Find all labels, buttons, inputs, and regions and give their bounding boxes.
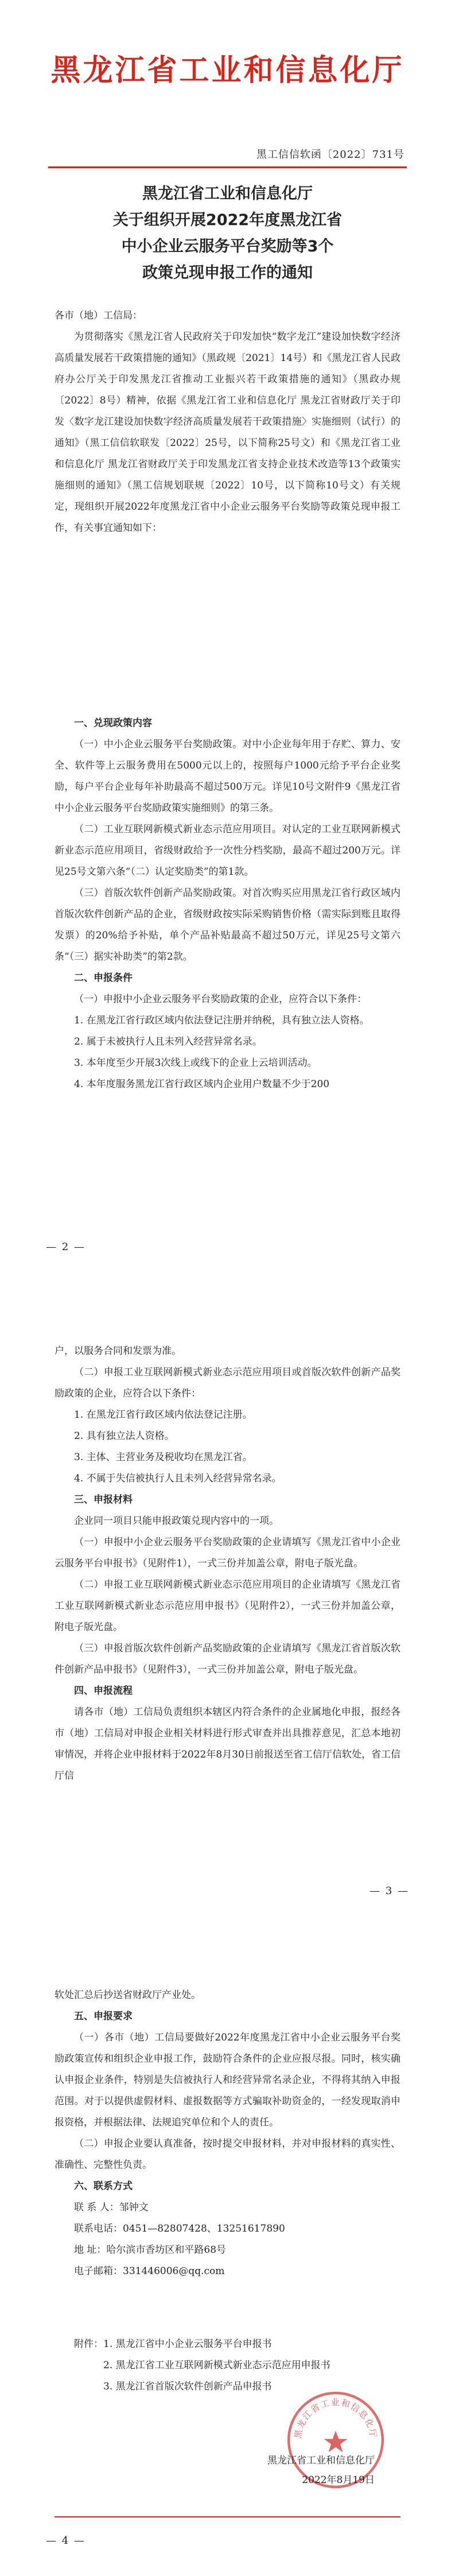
condition-4: 4. 本年度服务黑龙江省行政区域内企业用户数量不少于200 bbox=[74, 1078, 330, 1090]
page-3-body bbox=[55, 1341, 400, 1787]
condition-2: 2. 属于未被执行人且未列入经营异常名录。 bbox=[74, 1036, 262, 1048]
page-number: — 3 — bbox=[370, 1885, 409, 1897]
page-2-body bbox=[55, 713, 400, 1095]
page-1 bbox=[0, 0, 455, 644]
condition-2-2: 2. 具有独立法人资格。 bbox=[74, 1430, 174, 1442]
process-paragraph: 请各市（地）工信局负责组织本辖区内符合条件的企业属地化申报，报经各市（地）工信局对申报企业相关材料进行形式审查并出具推荐意见，汇总本地初审情况，并将企业申报材料于2022年8月30日前报送至省工信厅信软处，省工信厅信 bbox=[55, 1706, 400, 1782]
contact-person: 联 系 人：邹钟文 bbox=[74, 2202, 149, 2213]
policy-item-1: （一）中小企业云服务平台奖励政策。对中小企业每年用于存贮、算力、安全、软件等上云服务费用在5000元以上的，按照每户1000元给予平台企业奖励，每户平台企业每年补助最高不超过500万元。详见10号文附件9《黑龙江省中小企业云服务平台奖励政策实施细则》的第三条。 bbox=[55, 739, 400, 814]
attachments-list bbox=[55, 2334, 400, 2397]
attachment-2: 2. 黑龙江省工业互联网新模式新业态示范应用申报书 bbox=[103, 2360, 330, 2371]
salutation: 各市（地）工信局： bbox=[55, 310, 142, 321]
section-4-heading: 四、申报流程 bbox=[74, 1685, 133, 1697]
document-number: 黑工信信软函〔2022〕731号 bbox=[256, 149, 405, 161]
section-2-heading: 二、申报条件 bbox=[74, 972, 133, 984]
condition-2-4: 4. 不属于失信被执行人且未列入经营异常名录。 bbox=[74, 1473, 282, 1484]
requirement-2: （二）申报企业要认真准备，按时提交申报材料，并对申报材料的真实性、准确性、完整性负责。 bbox=[55, 2138, 400, 2171]
agency-header: 黑龙江省工业和信息化厅 bbox=[50, 53, 405, 88]
policy-item-3: （三）首版次软件创新产品奖励政策。对首次购买应用黑龙江省行政区域内首版次软件创新产品的企业，省级财政按实际采购销售价格（需实际到账且取得发票）的20%给予补贴，单个产品补贴最高不超过50万元，详见25号文第六条“（三）据实补助类”的第2款。 bbox=[55, 887, 400, 963]
condition-1: 1. 在黑龙江省行政区域内依法登记注册并纳税，具有独立法人资格。 bbox=[74, 1015, 370, 1026]
signature-org: 黑龙江省工业和信息化厅 bbox=[267, 2455, 375, 2466]
attachment-3: 3. 黑龙江省首版次软件创新产品申报书 bbox=[103, 2381, 272, 2392]
title-line-4: 政策兑现申报工作的通知 bbox=[142, 264, 313, 282]
requirement-1: （一）各市（地）工信局要做好2022年度黑龙江省中小企业云服务平台奖励政策宣传和组织企业申报工作，鼓励符合条件的企业应报尽报。同时，核实确认申报企业条件，特别是失信被执行人和经营异常名录企业，不得将其纳入申报范围。对于以提供虚假材料、虚报数据等方式骗取补助资金的，一经发现取消申报资格，并根据法律、法规追究单位和个人的责任。 bbox=[55, 2032, 400, 2128]
policy-item-2: （二）工业互联网新模式新业态示范应用项目。对认定的工业互联网新模式新业态示范应用项目，省级财政给予一次性分档奖励，最高不超过200万元。详见25号文第六条“（二）认定奖励类”的第1款。 bbox=[55, 824, 400, 878]
attachment-1: 1. 黑龙江省中小企业云服务平台申报书 bbox=[103, 2338, 272, 2350]
continuation-text: 软处汇总后抄送省财政厅产业处。 bbox=[55, 1989, 201, 2001]
title-line-3: 中小企业云服务平台奖励等3个 bbox=[121, 238, 334, 255]
condition-2-1: 1. 在黑龙江省行政区域内依法登记注册。 bbox=[74, 1409, 252, 1421]
page-3 bbox=[0, 1288, 455, 1932]
condition-2-intro: （二）申报工业互联网新模式新业态示范应用项目或首版次软件创新产品奖励政策的企业，应符合以下条件： bbox=[55, 1367, 400, 1399]
document-title bbox=[0, 181, 455, 286]
material-3: （三）申报首版次软件创新产品奖励政策的企业请填写《黑龙江省首版次软件创新产品申报书》（见附件3），一式三份并加盖公章，附电子版光盘。 bbox=[55, 1643, 400, 1675]
signature-date: 2022年8月19日 bbox=[302, 2474, 375, 2486]
section-1-heading: 一、兑现政策内容 bbox=[74, 717, 152, 729]
section-5-heading: 五、申报要求 bbox=[74, 2011, 133, 2022]
page-number: — 4 — bbox=[46, 2535, 85, 2547]
section-3-intro: 企业同一项目只能申报政策兑现内容中的一项。 bbox=[74, 1515, 279, 1527]
contact-phone: 联系电话：0451—82807428、13251617890 bbox=[74, 2223, 285, 2234]
signature-block bbox=[267, 2451, 375, 2490]
page-1-body bbox=[55, 305, 400, 539]
red-divider-line bbox=[48, 166, 407, 168]
material-2: （二）申报工业互联网新模式新业态示范应用项目的企业请填写《黑龙江省工业互联网新模式新业态示范应用申报书》（见附件2），一式三份并加盖公章，附电子版光盘。 bbox=[55, 1579, 400, 1633]
continuation-text: 户，以服务合同和发票为准。 bbox=[55, 1345, 181, 1357]
material-1: （一）申报中小企业云服务平台奖励政策的企业请填写《黑龙江省中小企业云服务平台申报书》（见附件1），一式三份并加盖公章，附电子版光盘。 bbox=[55, 1537, 400, 1569]
title-line-2: 关于组织开展2022年度黑龙江省 bbox=[112, 211, 343, 229]
condition-intro: （一）申报中小企业云服务平台奖励政策的企业，应符合以下条件： bbox=[74, 994, 367, 1005]
section-3-heading: 三、申报材料 bbox=[74, 1494, 133, 1506]
page-4-body bbox=[55, 1985, 400, 2282]
page-number: — 2 — bbox=[46, 1241, 85, 1253]
contact-email: 电子邮箱：331446006@qq.com bbox=[74, 2265, 225, 2277]
title-line-1: 黑龙江省工业和信息化厅 bbox=[142, 185, 313, 203]
seal-text: 黑龙江省工业和信息化厅 bbox=[293, 2397, 379, 2439]
page-4 bbox=[0, 1932, 455, 2576]
condition-2-3: 3. 主体、主营业务及税收均在黑龙江省。 bbox=[74, 1452, 252, 1463]
attachments-label: 附件： bbox=[74, 2338, 103, 2350]
contact-address: 地 址：哈尔滨市香坊区和平路68号 bbox=[74, 2244, 227, 2256]
footer-divider-line bbox=[55, 2516, 400, 2517]
page-2 bbox=[0, 644, 455, 1288]
seal-star-icon bbox=[324, 2431, 348, 2452]
intro-paragraph: 为贯彻落实《黑龙江省人民政府关于印发加快“数字龙江”建设加快数字经济高质量发展若干政策措施的通知》（黑政规〔2021〕14号）和《黑龙江省人民政府办公厅关于印发黑龙江省推动工业振兴若干政策措施的通知》（黑政办规〔2022〕8号）精神，依据《黑龙江省工业和信息化厅 黑龙江省财政厅关于印发〈数字龙江建设加快数字经济高质量发展若干政策措施〉实施细则（试行）的通知》（黑工信信软联发〔2022〕25号，以下简称25号文）和《黑龙江省工业和信息化厅 黑龙江省财政厅关于印发黑龙江省支持企业技术改造等13个政策实施细则的通知》（黑工信规划联规〔2022〕10号，以下简称10号文）有关规定，现组织开展2022年度黑龙江省中小企业云服务平台奖励等政策兑现申报工作，有关事宜通知如下： bbox=[55, 331, 400, 534]
condition-3: 3. 本年度至少开展3次线上或线下的企业上云培训活动。 bbox=[74, 1057, 317, 1069]
section-6-heading: 六、联系方式 bbox=[74, 2181, 133, 2192]
